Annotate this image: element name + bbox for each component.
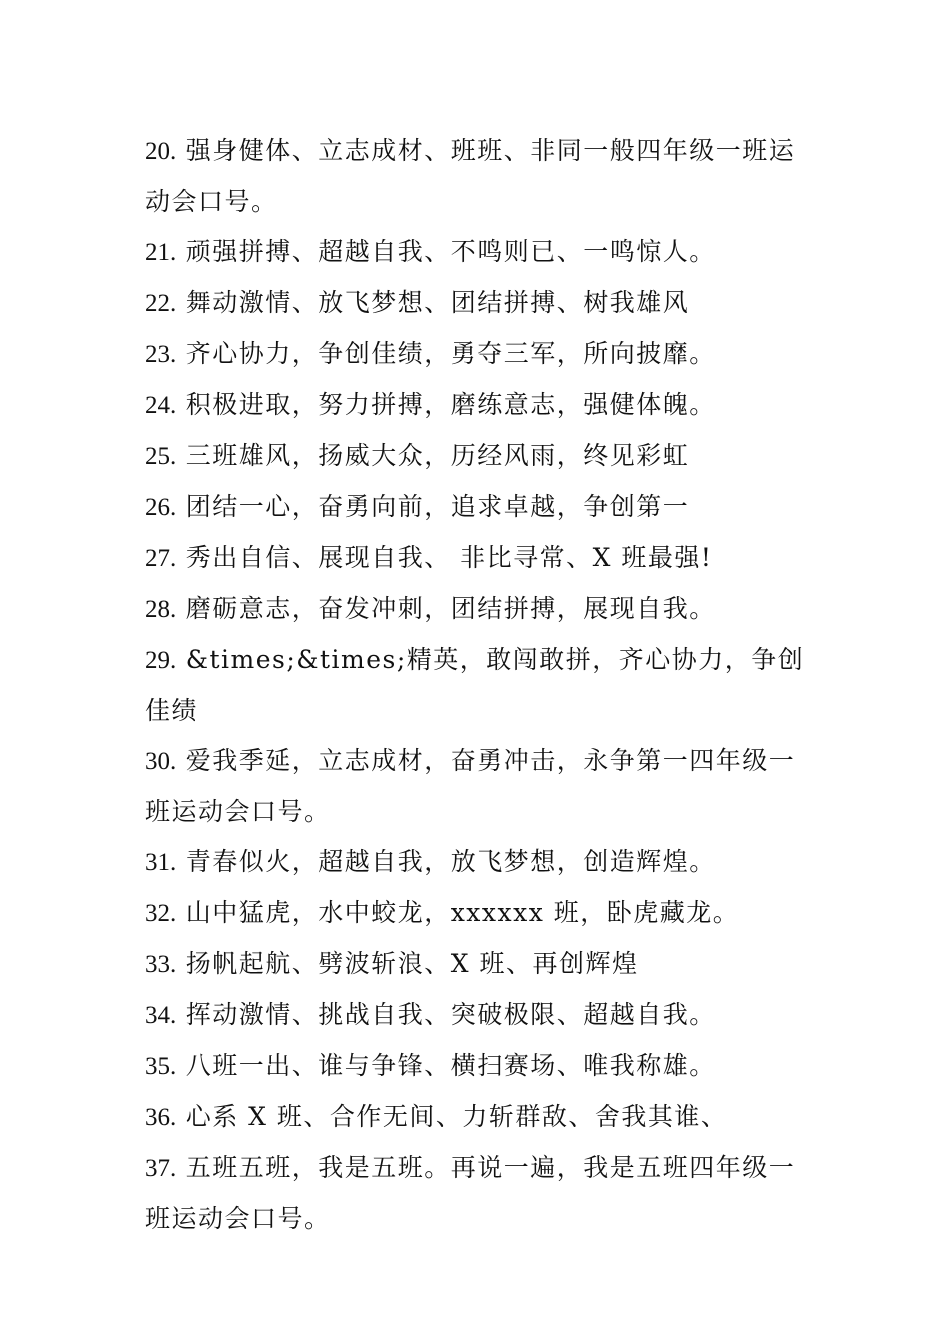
item-text: 三班雄风，扬威大众，历经风雨，终见彩虹	[176, 441, 690, 470]
item-number: 27.	[145, 545, 177, 572]
item-text: 八班一出、谁与争锋、横扫赛场、唯我称雄。	[176, 1051, 716, 1080]
list-item	[145, 482, 815, 533]
slogan-list	[145, 126, 815, 1244]
item-number: 31.	[145, 849, 177, 876]
list-item	[145, 635, 815, 736]
item-text: 积极进取，努力拼搏，磨练意志，强健体魄。	[176, 390, 716, 419]
item-text: 磨砺意志，奋发冲刺，团结拼搏，展现自我。	[176, 594, 716, 623]
item-text: &times;&times;精英，敢闯敢拼，齐心协力，争创佳绩	[145, 645, 805, 725]
item-number: 20.	[145, 138, 177, 165]
item-text: 齐心协力，争创佳绩，勇夺三军，所向披靡。	[176, 339, 716, 368]
item-number: 26.	[145, 494, 177, 521]
item-text: 舞动激情、放飞梦想、团结拼搏、树我雄风	[176, 288, 690, 317]
list-item	[145, 837, 815, 888]
item-number: 25.	[145, 443, 177, 470]
list-item	[145, 1041, 815, 1092]
list-item	[145, 939, 815, 990]
item-text: 强身健体、立志成材、班班、非同一般四年级一班运动会口号。	[145, 136, 796, 216]
item-number: 29.	[145, 647, 177, 674]
item-text: 爱我季延，立志成材，奋勇冲击，永争第一四年级一班运动会口号。	[145, 746, 796, 826]
list-item	[145, 584, 815, 635]
item-number: 24.	[145, 392, 177, 419]
list-item	[145, 380, 815, 431]
list-item	[145, 126, 815, 227]
item-number: 22.	[145, 290, 177, 317]
list-item	[145, 329, 815, 380]
item-number: 28.	[145, 596, 177, 623]
item-text: 顽强拼搏、超越自我、不鸣则已、一鸣惊人。	[176, 237, 716, 266]
item-text: 团结一心，奋勇向前，追求卓越，争创第一	[176, 492, 690, 521]
list-item	[145, 227, 815, 278]
item-number: 23.	[145, 341, 177, 368]
item-text: 秀出自信、展现自我、 非比寻常、X 班最强!	[176, 543, 713, 572]
item-number: 32.	[145, 900, 177, 927]
item-text: 青春似火，超越自我，放飞梦想，创造辉煌。	[176, 847, 716, 876]
item-number: 37.	[145, 1155, 177, 1182]
list-item	[145, 990, 815, 1041]
list-item	[145, 431, 815, 482]
item-number: 35.	[145, 1053, 177, 1080]
list-item	[145, 1143, 815, 1244]
list-item	[145, 278, 815, 329]
item-number: 33.	[145, 951, 177, 978]
item-number: 21.	[145, 239, 177, 266]
item-text: 扬帆起航、劈波斩浪、X 班、再创辉煌	[176, 949, 639, 978]
item-number: 36.	[145, 1104, 177, 1131]
list-item	[145, 736, 815, 837]
item-text: 五班五班，我是五班。再说一遍，我是五班四年级一班运动会口号。	[145, 1153, 796, 1233]
item-text: 挥动激情、挑战自我、突破极限、超越自我。	[176, 1000, 716, 1029]
item-text: 山中猛虎，水中蛟龙，xxxxxx 班，卧虎藏龙。	[176, 898, 740, 927]
item-text: 心系 X 班、合作无间、力斩群敌、舍我其谁、	[176, 1102, 728, 1131]
item-number: 30.	[145, 748, 177, 775]
list-item	[145, 888, 815, 939]
list-item	[145, 533, 815, 584]
list-item	[145, 1092, 815, 1143]
item-number: 34.	[145, 1002, 177, 1029]
